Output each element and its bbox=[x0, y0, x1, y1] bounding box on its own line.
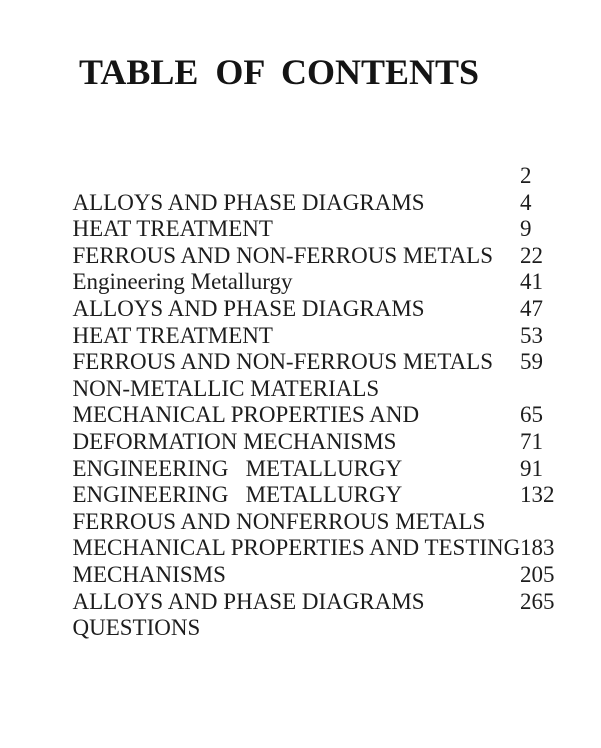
toc-entry-label: NON-METALLIC MATERIALS bbox=[72, 375, 380, 401]
toc-entry-page: 41 bbox=[520, 269, 543, 295]
toc-entry-page: 205 bbox=[520, 561, 555, 587]
toc-entry-label: MECHANICAL PROPERTIES AND TESTING bbox=[72, 535, 521, 561]
toc-entry-page: 59 bbox=[520, 349, 543, 375]
toc-entry-page: 2 bbox=[520, 163, 532, 188]
toc-entry-label: ENGINEERING METALLURGY bbox=[72, 455, 403, 481]
toc-entry-page: 9 bbox=[520, 216, 532, 242]
toc-entry-label: ALLOYS AND PHASE DIAGRAMS bbox=[72, 295, 425, 321]
toc-entry-label: ALLOYS AND PHASE DIAGRAMS bbox=[72, 588, 425, 614]
toc-entry-page: 4 bbox=[520, 189, 532, 215]
toc-entry-page: 65 bbox=[520, 402, 543, 428]
toc-entry-label: ENGINEERING METALLURGY bbox=[72, 482, 403, 508]
toc-entry-label: Engineering Metallurgy bbox=[72, 269, 293, 295]
page-title: TABLE OF CONTENTS bbox=[79, 52, 480, 92]
toc-entry-page: 91 bbox=[520, 455, 543, 481]
toc-row bbox=[38, 349, 578, 401]
toc-entry-page: 47 bbox=[520, 295, 543, 321]
toc-entry-label: QUESTIONS bbox=[72, 615, 201, 641]
toc-entry-label: MECHANISMS bbox=[72, 561, 226, 587]
toc-row bbox=[38, 482, 578, 534]
toc-entry-label: FERROUS AND NONFERROUS METALS bbox=[72, 508, 486, 534]
toc-entry-label: DEFORMATION MECHANISMS bbox=[72, 428, 397, 454]
toc-entry-page: 265 bbox=[520, 588, 555, 614]
toc-entry-label: HEAT TREATMENT bbox=[72, 322, 273, 348]
toc-entry-label: FERROUS AND NON-FERROUS METALS bbox=[72, 242, 494, 268]
toc-row bbox=[38, 163, 578, 215]
toc-entry-page: 71 bbox=[520, 428, 543, 454]
toc-entry-page: 132 bbox=[520, 482, 555, 508]
toc-entry-page: 53 bbox=[520, 322, 543, 348]
toc-row bbox=[38, 588, 578, 641]
toc-entry-label: ALLOYS AND PHASE DIAGRAMS bbox=[72, 189, 425, 215]
toc-row bbox=[38, 189, 578, 242]
toc-entry-page: 183 bbox=[520, 535, 555, 561]
toc-entry-label: FERROUS AND NON-FERROUS METALS bbox=[72, 349, 494, 375]
toc-entry-label: MECHANICAL PROPERTIES AND bbox=[72, 402, 420, 428]
toc-entry-label: HEAT TREATMENT bbox=[72, 216, 273, 242]
toc-list bbox=[38, 163, 578, 641]
toc-entry-page: 22 bbox=[520, 242, 543, 268]
